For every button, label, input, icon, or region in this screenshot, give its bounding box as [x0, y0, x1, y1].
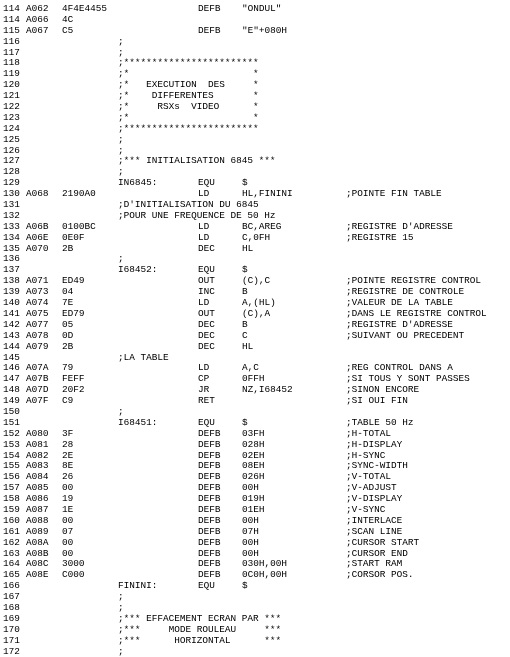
listing-line	[0, 233, 510, 244]
hex-bytes: 04	[62, 286, 74, 298]
address: A070	[26, 242, 49, 254]
label-field: ;*** EFFACEMENT ECRAN PAR ***	[118, 612, 282, 624]
listing-line	[0, 581, 510, 592]
line-number: 132	[3, 209, 20, 221]
line-number: 154	[3, 449, 20, 461]
line-number: 144	[3, 340, 20, 352]
mnemonic: DEC	[198, 340, 215, 352]
comment: ;SUIVANT OU PRECEDENT	[346, 329, 465, 341]
comment: ;POINTE REGISTRE CONTROL	[346, 275, 482, 287]
mnemonic: DEFB	[198, 427, 221, 439]
label-field: ;************************	[118, 122, 259, 134]
address: A075	[26, 307, 49, 319]
comment: ;V-SYNC	[346, 503, 386, 515]
address: A06B	[26, 220, 49, 232]
label-field: IN6845:	[118, 177, 158, 189]
line-number: 122	[3, 101, 20, 113]
address: A078	[26, 329, 49, 341]
label-field: ;LA TABLE	[118, 351, 169, 363]
comment: ;SINON ENCORE	[346, 384, 420, 396]
label-field: ;	[118, 645, 124, 657]
operand: 01EH	[242, 503, 265, 515]
label-field: ;************************	[118, 57, 259, 69]
hex-bytes: 2B	[62, 242, 74, 254]
comment: ;REGISTRE 15	[346, 231, 414, 243]
operand: 0FFH	[242, 373, 265, 385]
operand: B	[242, 286, 248, 298]
comment: ;SI TOUS Y SONT PASSES	[346, 373, 470, 385]
line-number: 142	[3, 318, 20, 330]
line-number: 130	[3, 188, 20, 200]
address: A071	[26, 275, 49, 287]
line-number: 148	[3, 384, 20, 396]
hex-bytes: 8E	[62, 460, 74, 472]
line-number: 116	[3, 35, 20, 47]
label-field: I68452:	[118, 264, 158, 276]
mnemonic: DEFB	[198, 471, 221, 483]
address: A082	[26, 449, 49, 461]
operand: HL	[242, 242, 254, 254]
hex-bytes: 19	[62, 493, 74, 505]
listing-line	[0, 4, 510, 15]
listing-line	[0, 407, 510, 418]
listing-line	[0, 156, 510, 167]
hex-bytes: C5	[62, 24, 74, 36]
address: A077	[26, 318, 49, 330]
line-number: 134	[3, 231, 20, 243]
hex-bytes: 05	[62, 318, 74, 330]
label-field: ;	[118, 144, 124, 156]
mnemonic: JR	[198, 384, 210, 396]
line-number: 124	[3, 122, 20, 134]
operand: 07H	[242, 525, 259, 537]
line-number: 166	[3, 580, 20, 592]
label-field: ;	[118, 405, 124, 417]
mnemonic: DEFB	[198, 482, 221, 494]
comment: ;V-DISPLAY	[346, 493, 403, 505]
operand: HL	[242, 340, 254, 352]
line-number: 152	[3, 427, 20, 439]
comment: ;REGISTRE D'ADRESSE	[346, 220, 453, 232]
address: A07A	[26, 362, 49, 374]
mnemonic: DEFB	[198, 514, 221, 526]
line-number: 147	[3, 373, 20, 385]
comment: ;SYNC-WIDTH	[346, 460, 408, 472]
listing-line	[0, 254, 510, 265]
hex-bytes: 4C	[62, 13, 74, 25]
label-field: ;	[118, 253, 124, 265]
address: A08C	[26, 558, 49, 570]
label-field: I68451:	[118, 416, 158, 428]
hex-bytes: 3000	[62, 558, 85, 570]
line-number: 143	[3, 329, 20, 341]
line-number: 146	[3, 362, 20, 374]
mnemonic: DEFB	[198, 460, 221, 472]
operand: $	[242, 177, 248, 189]
mnemonic: LD	[198, 220, 210, 232]
line-number: 135	[3, 242, 20, 254]
address: A073	[26, 286, 49, 298]
comment: ;TABLE 50 Hz	[346, 416, 414, 428]
address: A086	[26, 493, 49, 505]
comment: ;REG CONTROL DANS A	[346, 362, 453, 374]
mnemonic: LD	[198, 297, 210, 309]
listing-line	[0, 331, 510, 342]
line-number: 114	[3, 13, 20, 25]
line-number: 126	[3, 144, 20, 156]
address: A08E	[26, 569, 49, 581]
operand: $	[242, 580, 248, 592]
mnemonic: DEFB	[198, 536, 221, 548]
hex-bytes: 3F	[62, 427, 74, 439]
mnemonic: DEFB	[198, 547, 221, 559]
operand: "ONDUL"	[242, 3, 282, 14]
label-field: ;	[118, 166, 124, 178]
listing-line	[0, 440, 510, 451]
hex-bytes: 2B	[62, 340, 74, 352]
comment: ;REGISTRE D'ADRESSE	[346, 318, 453, 330]
line-number: 167	[3, 591, 20, 603]
comment: ;POINTE FIN TABLE	[346, 188, 442, 200]
hex-bytes: 0D	[62, 329, 74, 341]
hex-bytes: 20F2	[62, 384, 85, 396]
mnemonic: EQU	[198, 580, 215, 592]
line-number: 165	[3, 569, 20, 581]
hex-bytes: 07	[62, 525, 74, 537]
line-number: 159	[3, 503, 20, 515]
hex-bytes: C9	[62, 395, 74, 407]
listing-line	[0, 396, 510, 407]
mnemonic: EQU	[198, 177, 215, 189]
line-number: 169	[3, 612, 20, 624]
operand: $	[242, 264, 248, 276]
address: A079	[26, 340, 49, 352]
operand: B	[242, 318, 248, 330]
line-number: 138	[3, 275, 20, 287]
mnemonic: DEFB	[198, 569, 221, 581]
label-field: ;	[118, 591, 124, 603]
operand: 026H	[242, 471, 265, 483]
address: A08A	[26, 536, 49, 548]
comment: ;V-ADJUST	[346, 482, 397, 494]
listing-line	[0, 342, 510, 353]
listing-line	[0, 135, 510, 146]
comment: ;V-TOTAL	[346, 471, 392, 483]
line-number: 123	[3, 111, 20, 123]
hex-bytes: 79	[62, 362, 74, 374]
address: A089	[26, 525, 49, 537]
comment: ;H-DISPLAY	[346, 438, 403, 450]
mnemonic: OUT	[198, 307, 215, 319]
mnemonic: EQU	[198, 416, 215, 428]
line-number: 137	[3, 264, 20, 276]
operand: 00H	[242, 482, 259, 494]
comment: ;CORSOR POS.	[346, 569, 414, 581]
listing-line	[0, 37, 510, 48]
line-number: 129	[3, 177, 20, 189]
line-number: 117	[3, 46, 20, 58]
label-field: ;*** HORIZONTAL ***	[118, 634, 282, 646]
address: A083	[26, 460, 49, 472]
line-number: 127	[3, 155, 20, 167]
comment: ;START RAM	[346, 558, 403, 570]
listing-line	[0, 124, 510, 135]
address: A068	[26, 188, 49, 200]
label-field: ;* RSXs VIDEO *	[118, 101, 259, 113]
mnemonic: DEFB	[198, 449, 221, 461]
line-number: 151	[3, 416, 20, 428]
mnemonic: DEFB	[198, 503, 221, 515]
listing-line	[0, 636, 510, 647]
address: A07B	[26, 373, 49, 385]
line-number: 120	[3, 79, 20, 91]
comment: ;CURSOR START	[346, 536, 420, 548]
listing-line	[0, 167, 510, 178]
hex-bytes: 00	[62, 536, 74, 548]
operand: 00H	[242, 547, 259, 559]
mnemonic: DEFB	[198, 24, 221, 36]
mnemonic: RET	[198, 395, 215, 407]
line-number: 141	[3, 307, 20, 319]
label-field: ;*** INITIALISATION 6845 ***	[118, 155, 276, 167]
hex-bytes: 2190A0	[62, 188, 96, 200]
hex-bytes: 1E	[62, 503, 74, 515]
operand: A,C	[242, 362, 259, 374]
line-number: 119	[3, 68, 20, 80]
operand: 02EH	[242, 449, 265, 461]
hex-bytes: 7E	[62, 297, 74, 309]
address: A087	[26, 503, 49, 515]
listing-line	[0, 592, 510, 603]
line-number: 163	[3, 547, 20, 559]
label-field: ;* DIFFERENTES *	[118, 90, 259, 102]
comment: ;H-TOTAL	[346, 427, 392, 439]
label-field: ;	[118, 601, 124, 613]
listing-line	[0, 647, 510, 657]
address: A06E	[26, 231, 49, 243]
line-number: 161	[3, 525, 20, 537]
operand: 08EH	[242, 460, 265, 472]
hex-bytes: ED79	[62, 307, 85, 319]
operand: HL,FININI	[242, 188, 293, 200]
address: A084	[26, 471, 49, 483]
label-field: ;* *	[118, 111, 259, 123]
line-number: 125	[3, 133, 20, 145]
comment: ;H-SYNC	[346, 449, 386, 461]
label-field: FININI:	[118, 580, 158, 592]
line-number: 149	[3, 395, 20, 407]
operand: "E"+080H	[242, 24, 288, 36]
mnemonic: DEFB	[198, 558, 221, 570]
line-number: 171	[3, 634, 20, 646]
mnemonic: INC	[198, 286, 215, 298]
line-number: 139	[3, 286, 20, 298]
mnemonic: LD	[198, 362, 210, 374]
address: A074	[26, 297, 49, 309]
mnemonic: DEFB	[198, 493, 221, 505]
label-field: ;D'INITIALISATION DU 6845	[118, 199, 259, 211]
mnemonic: DEFB	[198, 525, 221, 537]
address: A07F	[26, 395, 49, 407]
operand: 030H,00H	[242, 558, 288, 570]
line-number: 128	[3, 166, 20, 178]
operand: C	[242, 329, 248, 341]
label-field: ;	[118, 133, 124, 145]
line-number: 170	[3, 623, 20, 635]
line-number: 115	[3, 24, 20, 36]
operand: (C),A	[242, 307, 271, 319]
address: A07D	[26, 384, 49, 396]
operand: (C),C	[242, 275, 271, 287]
mnemonic: DEFB	[198, 3, 221, 14]
operand: BC,AREG	[242, 220, 282, 232]
mnemonic: LD	[198, 231, 210, 243]
address: A080	[26, 427, 49, 439]
line-number: 158	[3, 493, 20, 505]
line-number: 157	[3, 482, 20, 494]
comment: ;INTERLACE	[346, 514, 403, 526]
comment: ;CURSOR END	[346, 547, 408, 559]
listing-line	[0, 538, 510, 549]
listing-line	[0, 26, 510, 37]
mnemonic: DEFB	[198, 438, 221, 450]
operand: 0C0H,00H	[242, 569, 288, 581]
mnemonic: LD	[198, 188, 210, 200]
operand: C,0FH	[242, 231, 271, 243]
line-number: 140	[3, 297, 20, 309]
label-field: ;*** MODE ROULEAU ***	[118, 623, 282, 635]
address: A067	[26, 24, 49, 36]
mnemonic: DEC	[198, 329, 215, 341]
label-field: ;* EXECUTION DES *	[118, 79, 259, 91]
operand: 00H	[242, 514, 259, 526]
operand: A,(HL)	[242, 297, 276, 309]
hex-bytes: 0E0F	[62, 231, 85, 243]
line-number: 172	[3, 645, 20, 657]
address: A088	[26, 514, 49, 526]
listing-line	[0, 527, 510, 538]
mnemonic: DEC	[198, 318, 215, 330]
label-field: ;	[118, 35, 124, 47]
hex-bytes: 2E	[62, 449, 74, 461]
comment: ;VALEUR DE LA TABLE	[346, 297, 453, 309]
comment: ;SCAN LINE	[346, 525, 403, 537]
assembly-listing	[0, 4, 510, 657]
address: A085	[26, 482, 49, 494]
mnemonic: EQU	[198, 264, 215, 276]
hex-bytes: 4F4E4455	[62, 3, 108, 14]
comment: ;SI OUI FIN	[346, 395, 408, 407]
hex-bytes: 26	[62, 471, 74, 483]
line-number: 114	[3, 3, 20, 14]
line-number: 118	[3, 57, 20, 69]
mnemonic: OUT	[198, 275, 215, 287]
listing-line	[0, 429, 510, 440]
line-number: 160	[3, 514, 20, 526]
hex-bytes: 0100BC	[62, 220, 96, 232]
hex-bytes: C000	[62, 569, 85, 581]
comment: ;REGISTRE DE CONTROLE	[346, 286, 465, 298]
operand: 019H	[242, 493, 265, 505]
operand: $	[242, 416, 248, 428]
line-number: 156	[3, 471, 20, 483]
line-number: 131	[3, 199, 20, 211]
line-number: 150	[3, 405, 20, 417]
hex-bytes: FEFF	[62, 373, 85, 385]
line-number: 145	[3, 351, 20, 363]
comment: ;DANS LE REGISTRE CONTROL	[346, 307, 487, 319]
mnemonic: CP	[198, 373, 210, 385]
label-field: ;* *	[118, 68, 259, 80]
hex-bytes: 00	[62, 547, 74, 559]
line-number: 133	[3, 220, 20, 232]
hex-bytes: 00	[62, 514, 74, 526]
operand: 028H	[242, 438, 265, 450]
label-field: ;	[118, 46, 124, 58]
operand: 00H	[242, 536, 259, 548]
mnemonic: DEC	[198, 242, 215, 254]
address: A08B	[26, 547, 49, 559]
address: A062	[26, 3, 49, 14]
listing-line	[0, 570, 510, 581]
hex-bytes: 00	[62, 482, 74, 494]
line-number: 162	[3, 536, 20, 548]
listing-line	[0, 244, 510, 255]
label-field: ;POUR UNE FREQUENCE DE 50 Hz	[118, 209, 276, 221]
line-number: 153	[3, 438, 20, 450]
line-number: 168	[3, 601, 20, 613]
line-number: 136	[3, 253, 20, 265]
line-number: 121	[3, 90, 20, 102]
listing-line	[0, 385, 510, 396]
address: A066	[26, 13, 49, 25]
address: A081	[26, 438, 49, 450]
operand: NZ,I68452	[242, 384, 293, 396]
operand: 03FH	[242, 427, 265, 439]
hex-bytes: ED49	[62, 275, 85, 287]
hex-bytes: 28	[62, 438, 74, 450]
line-number: 164	[3, 558, 20, 570]
line-number: 155	[3, 460, 20, 472]
